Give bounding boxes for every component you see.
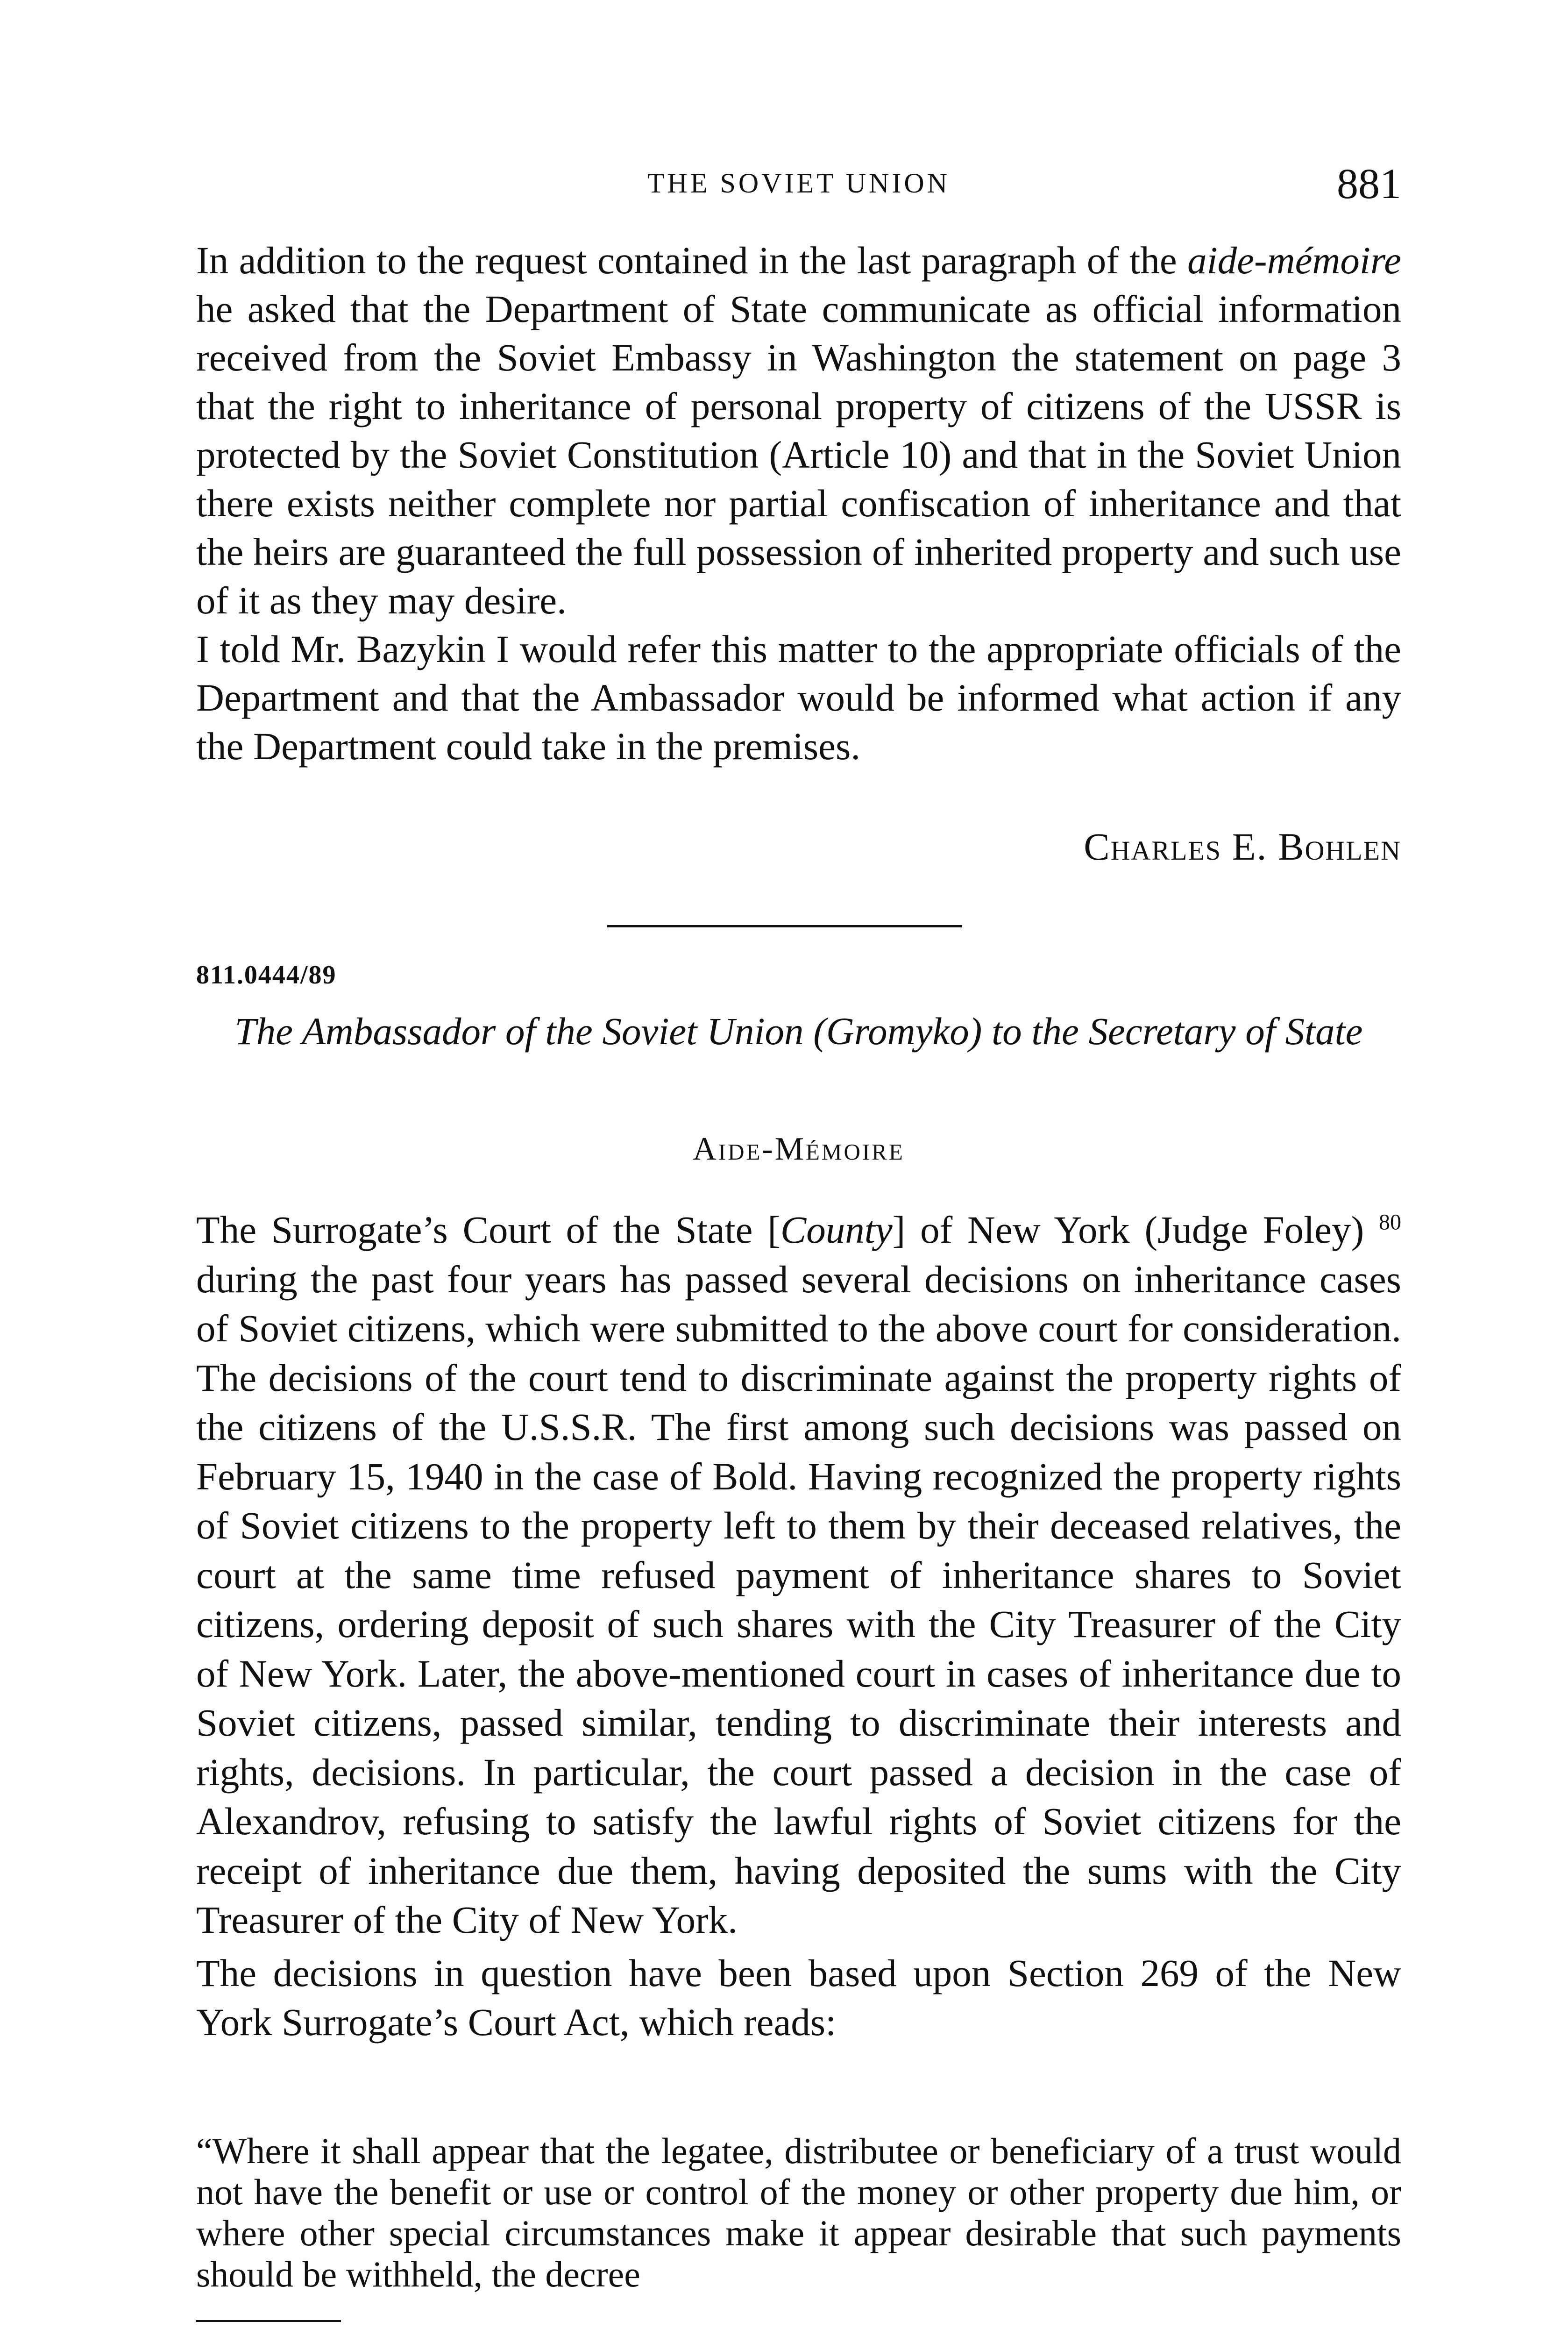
paragraph-text: I told Mr. Bazykin I would refer this matter to the appropriate officials of the Department and that the Ambassador would be informed what action if any the Department could take in the premises. — [196, 627, 1401, 768]
paragraph-rest: he asked that the Department of State communicate as official information received from the Soviet Embassy in Washington the statement on page 3 that the right to inheritance of personal property of citizens of the USSR is protected by the Soviet Constitution (Article 10) and that in the Soviet Union there exists neither complete nor partial confiscation of inheritance and that the heirs are guaranteed the full possession of inherited property and such use of it as they may desire. — [196, 287, 1401, 622]
paragraph-mid: ] of New York (Judge Foley) — [892, 1208, 1379, 1251]
continuation-paragraph-1 — [196, 236, 1401, 625]
continuation-paragraph-2 — [196, 625, 1401, 770]
paragraph-text: The decisions in question have been based upon Section 269 of the New York Surrogate’s Court Act, which reads: — [196, 1951, 1401, 2044]
file-number: 811.0444/89 — [196, 961, 337, 990]
signature: Charles E. Bohlen — [1084, 825, 1401, 868]
footnote-divider — [196, 2320, 341, 2322]
section-divider — [607, 925, 962, 927]
memo-text — [196, 1205, 1401, 2047]
italic-term: County — [780, 1208, 893, 1251]
running-title: THE SOVIET UNION — [647, 168, 951, 199]
footnote-reference: 80 — [1379, 1210, 1401, 1235]
running-head — [196, 159, 1401, 210]
document-title: The Ambassador of the Soviet Union (Gromyko) to the Secretary of State — [234, 1010, 1363, 1053]
memo-paragraph-2 — [196, 1949, 1401, 2047]
page-number: 881 — [1337, 160, 1401, 207]
paragraph-rest: during the past four years has passed several decisions on inheritance cases of Soviet citizens, which were submitted to the above court for consideration. The decisions of the court tend to discriminate against the property rights of the citizens of the U.S.S.R. The first among such decisions was passed on February 15, 1940 in the case of Bold. Having recognized the property rights of Soviet citizens to the property left to them by their deceased relatives, the court at the same time refused payment of inheritance shares to Soviet citizens, ordering deposit of such shares with the City Treasurer of the City of New York. Later, the above-mentioned court in cases of inheritance due to Soviet citizens, passed similar, tending to discriminate their interests and rights, decisions. In particular, the court passed a decision in the case of Alexandrov, refusing to satisfy the lawful rights of Soviet citizens for the receipt of inheritance due them, having deposited the sums with the City Treasurer of the City of New York. — [196, 1257, 1401, 1941]
italic-term: aide-mémoire — [1187, 239, 1401, 282]
document-heading: Aide-Mémoire — [693, 1131, 905, 1167]
paragraph-lead: In addition to the request contained in the last paragraph of the — [196, 239, 1188, 282]
statute-quote: “Where it shall appear that the legatee, distributee or beneficiary of a trust would not have the benefit or use or control of the money or other property due him, or where other special circumstances make it appear desirable that such payments should be withheld, the decree — [196, 2130, 1401, 2294]
memo-paragraph-1 — [196, 1205, 1401, 1945]
paragraph-lead: The Surrogate’s Court of the State [ — [196, 1208, 780, 1251]
continuation-text — [196, 236, 1401, 770]
